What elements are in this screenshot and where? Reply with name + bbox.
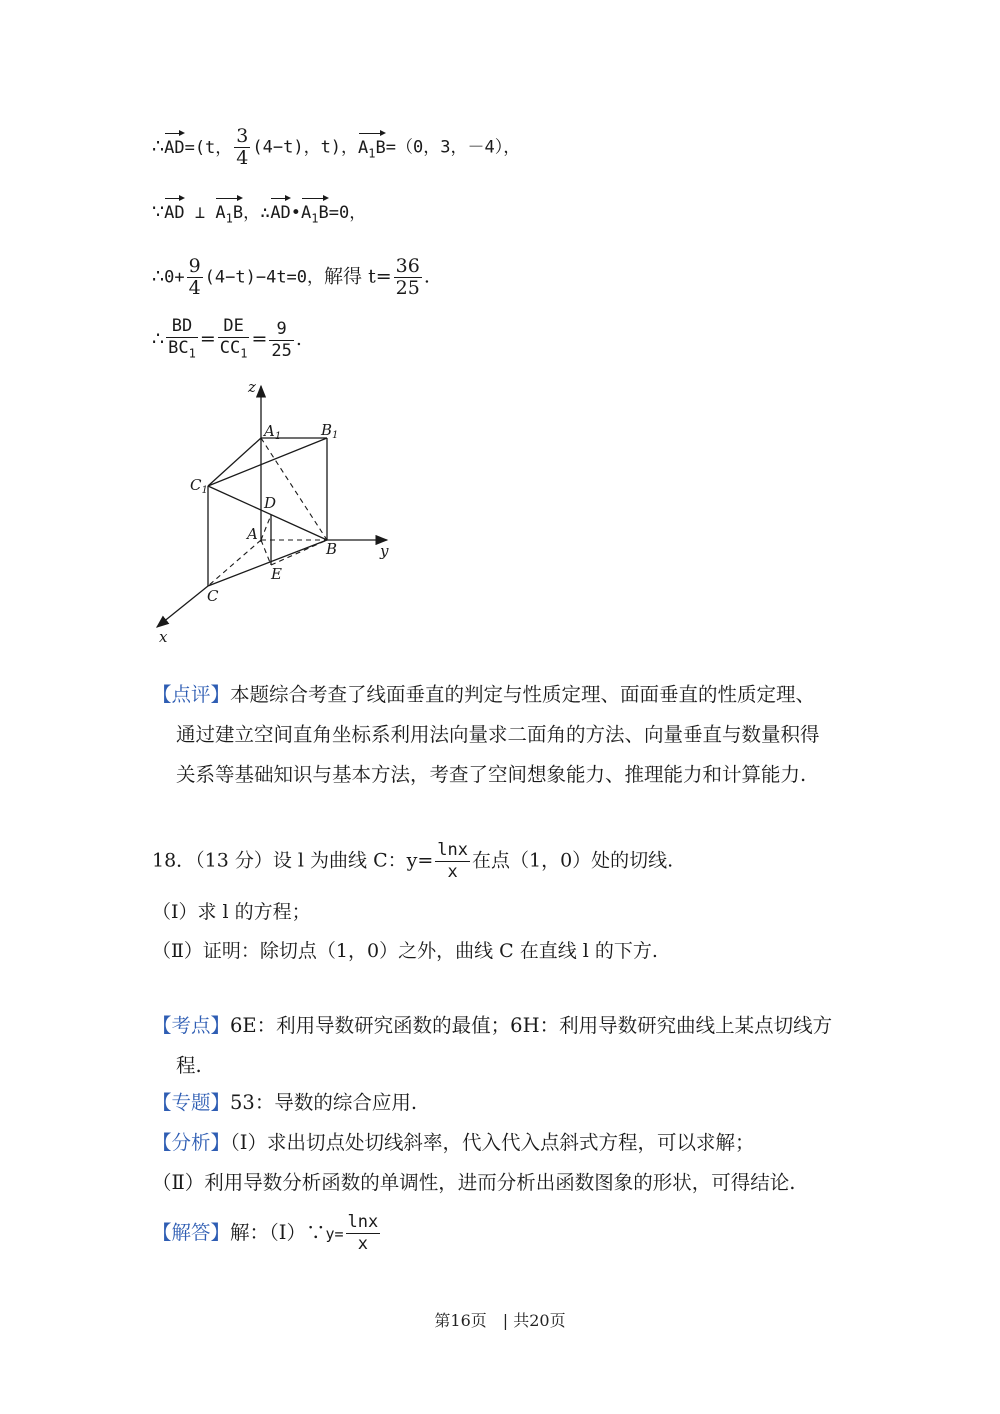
fraction-de-cc1: $\frac{DE}{CC_1}$ [219,316,248,361]
edge-c-b [208,540,327,586]
solve-text: 解得 t= [324,265,392,288]
fraction-9-25: $\frac{9}{25}$ [271,318,292,361]
label-b1: $B_1$ [321,421,339,441]
zhuanti-tag: 【专题】 [152,1091,231,1114]
dot-product-symbol: • [290,203,302,223]
edge-c1-a1 [208,438,261,486]
jieda-block: 【解答】解：（Ⅰ）∵y= $\frac{\ln x}{x}$ [152,1212,379,1254]
zhuanti-block: 【专题】53：导数的综合应用. [152,1091,418,1114]
fraction-lnx-x: $\frac{\ln x}{x}$ [347,1212,379,1254]
prism-coordinate-diagram [140,372,410,647]
label-e: E [271,565,282,583]
expr-text: =（0，3，－4）， [385,137,521,158]
dashed-a-d [261,515,271,540]
therefore-symbol: ∴ [152,265,165,288]
vector-a1b: $A_1B$ [215,196,243,231]
fraction-3-4: $\frac{3}{4}$ [236,125,249,169]
label-b: B [326,540,338,558]
label-a: A [247,525,258,543]
vector-ad: AD [164,131,184,161]
fraction-36-25: $\frac{36}{25}$ [395,255,420,299]
vector-a1b: $A_1B$ [358,131,386,166]
problem-18-stem: 18．（13 分）设 l 为曲线 C：y= $\frac{\ln x}{x}$ 在点（1，0）处的切线. [152,840,674,882]
comment-tag: 【点评】 [152,683,231,706]
dashed-a-e [261,540,271,565]
therefore-symbol: ∴ [152,135,165,158]
perpendicular-symbol: ⊥ [194,203,206,223]
problem-18-part-2: （Ⅱ）证明：除切点（1，0）之外，曲线 C 在直线 l 的下方. [152,940,658,962]
kaodian-block: 【考点】6E：利用导数研究函数的最值；6H：利用导数研究曲线上某点切线方 程. [152,1014,833,1077]
fraction-9-4: $\frac{9}{4}$ [188,255,201,299]
label-x: x [159,628,168,646]
label-c1: $C_1$ [190,476,208,496]
vector-ad: AD [270,196,290,226]
therefore-symbol: ∴ [152,328,165,351]
derivation-line-3: ∴0+ $\frac{9}{4}$ (4−t)−4t=0，解得 t= $\frac{36}{25}$ . [152,255,430,299]
label-c: C [207,587,219,605]
comment-line-1: 【点评】本题综合考查了线面垂直的判定与性质定理、面面垂直的性质定理、 [152,683,816,706]
because-symbol: ∵ [152,201,165,223]
label-d: D [264,494,277,512]
derivation-line-4: ∴ $\frac{BD}{BC_1}$ = $\frac{DE}{CC_1}$ = $\frac{9}{25}$ . [152,316,302,364]
vector-a1b: $A_1B$ [301,196,329,231]
problem-18-part-1: （Ⅰ）求 l 的方程； [152,901,311,923]
expr-text: (4−t)，t)， [252,137,359,158]
derivation-line-2: ∵AD ⊥ $A_1B$，$\therefore AD•A_1B=0$， [152,196,366,231]
expr-text: =(t， [184,137,233,158]
fraction-lnx-x: $\frac{\ln x}{x}$ [437,840,468,882]
jieda-tag: 【解答】 [152,1221,231,1244]
label-a1: $A_1$ [264,422,282,442]
label-y: y [380,542,389,560]
comment-line-3: 关系等基础知识与基本方法，考查了空间想象能力、推理能力和计算能力. [176,763,807,786]
comment-block [152,675,852,795]
x-axis [157,586,208,627]
edge-c1-b1 [208,438,327,486]
comment-line-2: 通过建立空间直角坐标系利用法向量求二面角的方法、向量垂直与数量积得 [176,723,820,746]
kaodian-tag: 【考点】 [152,1014,231,1037]
dashed-a-c [208,540,261,586]
page-footer: 第16页 | 共20页 [434,1311,566,1330]
fenxi-tag: 【分析】 [152,1131,231,1154]
vector-ad: AD [164,196,184,226]
derivation-line-1 [152,126,520,169]
label-z: z [248,378,256,396]
fraction-bd-bc1: $\frac{BD}{BC_1}$ [168,316,196,361]
fenxi-block: 【分析】（Ⅰ）求出切点处切线斜率，代入代入点斜式方程，可以求解； （Ⅱ）利用导数分析函数的单调性，进而分析出函数图象的形状，可得结论. [152,1131,796,1194]
